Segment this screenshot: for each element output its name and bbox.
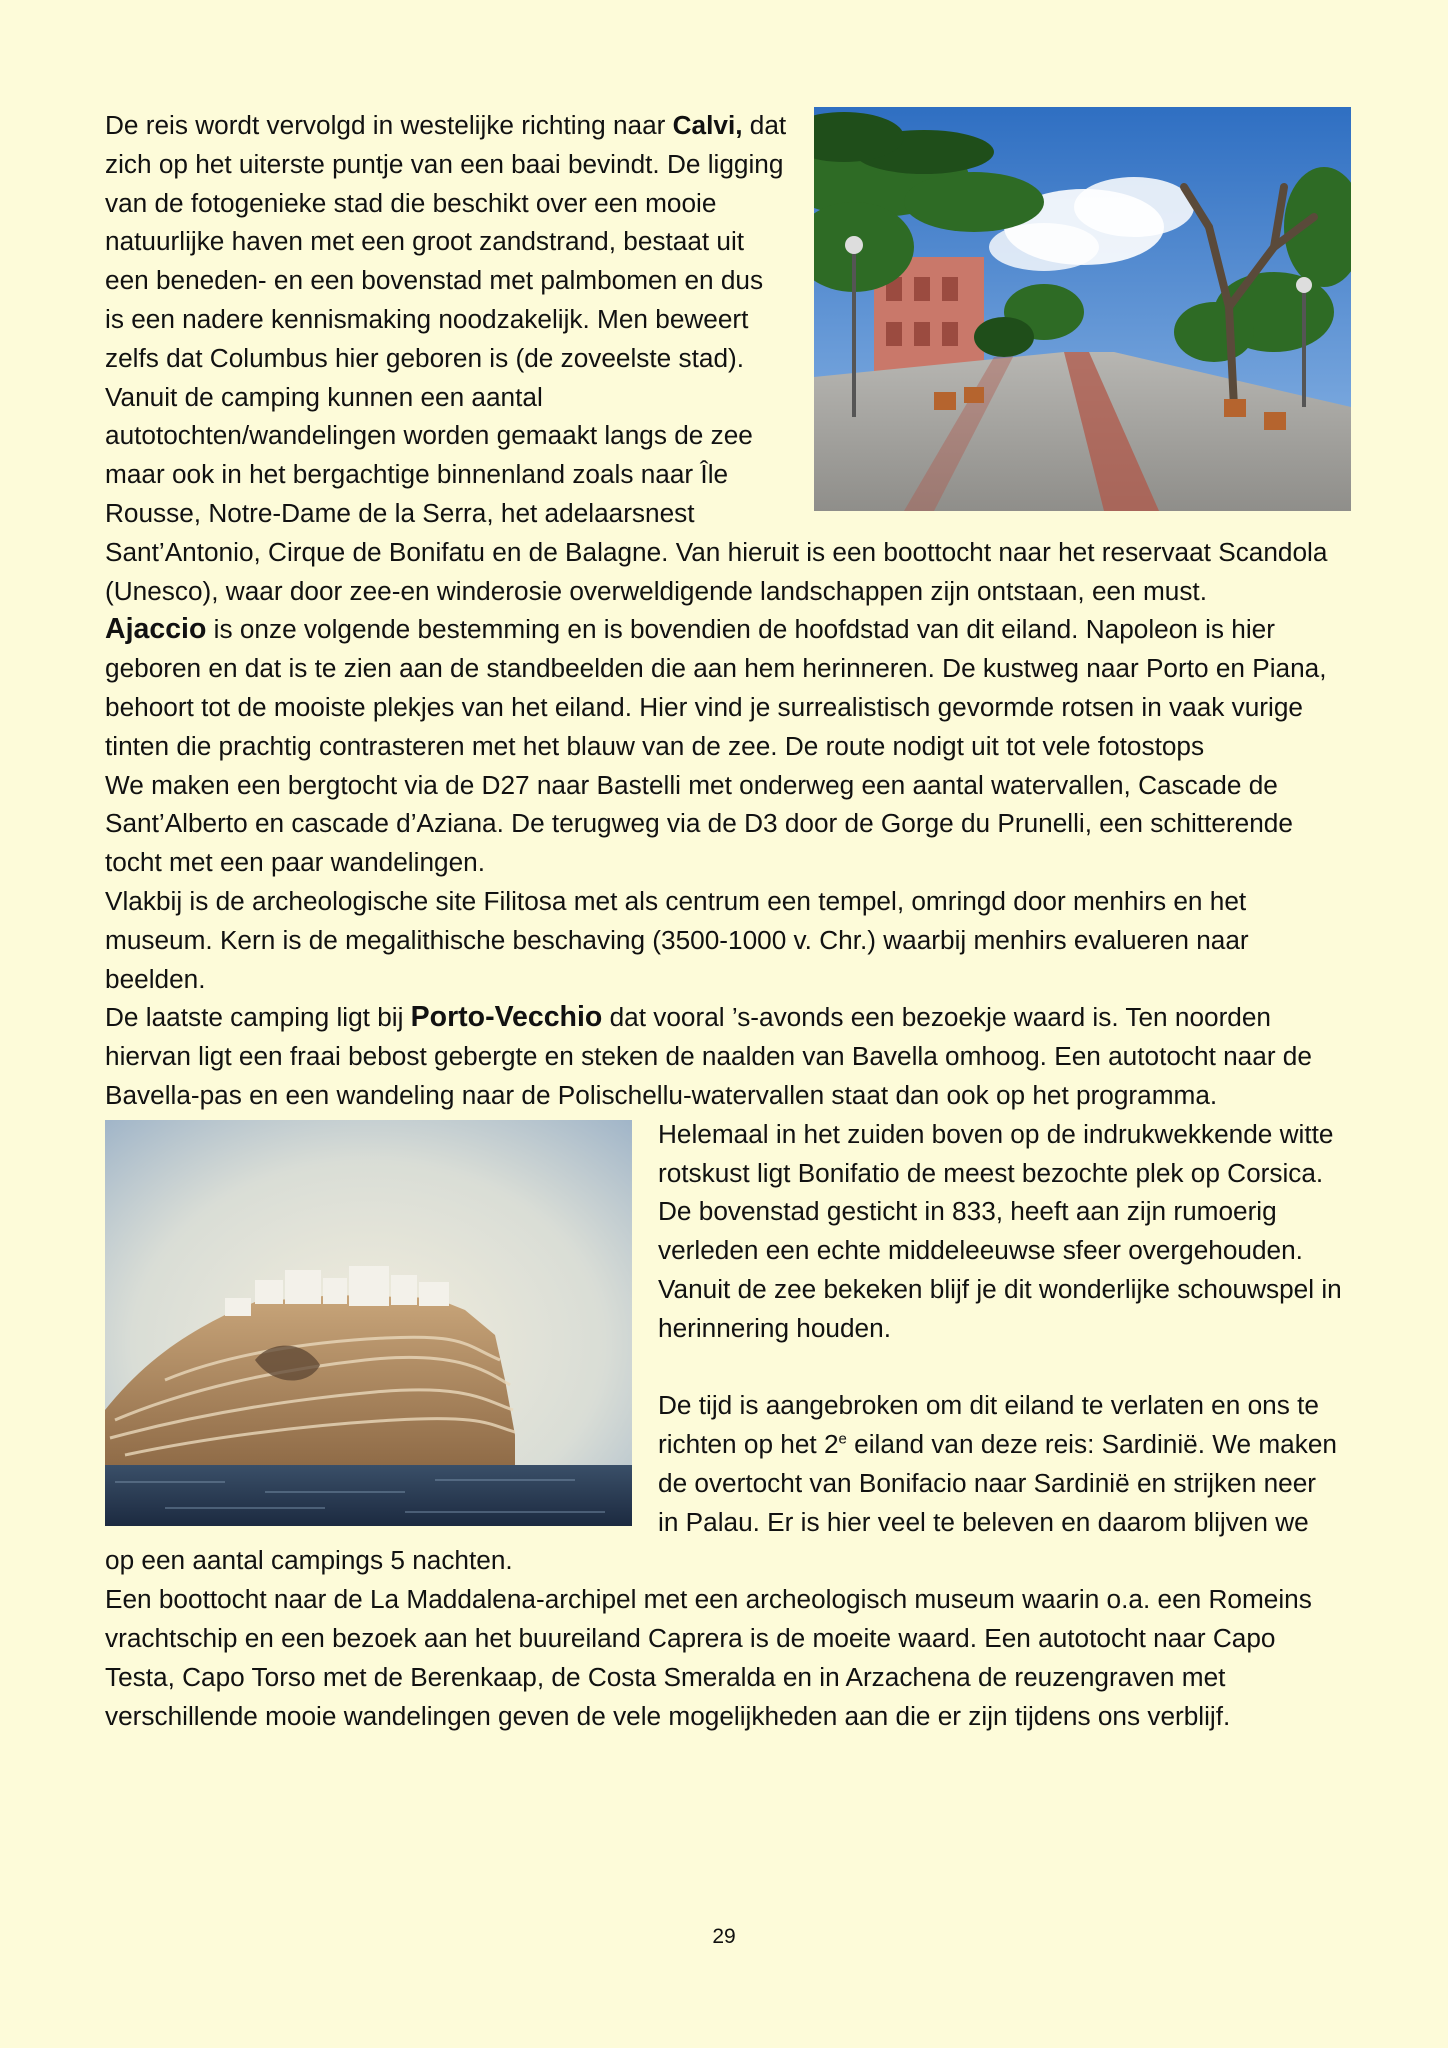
place-name-ajaccio: Ajaccio xyxy=(105,613,207,646)
calvi-intro: De reis wordt vervolgd in westelijke richting naar xyxy=(105,110,673,140)
ordinal-superscript: e xyxy=(838,1430,847,1448)
paragraph-ajaccio xyxy=(105,610,1343,765)
porto-text: dat vooral ’s-avonds een bezoekje waard is. Ten noorden hiervan ligt een fraai bebost gebergte en steken de naalden van Bavella omhoog. Een autotocht naar de Bavella-pas en een wandeling naar de Polischellu-watervallen staat dan ook op het programma. xyxy=(105,1002,1312,1110)
place-name-porto-vecchio: Porto-Vecchio xyxy=(410,1001,603,1034)
paragraph-bonifatio: Helemaal in het zuiden boven op de indrukwekkende witte rotskust ligt Bonifatio de meest bezochte plek op Corsica. De bovenstad gesticht in 833, heeft aan zijn rumoerig verleden een echte middeleeuwse sfeer overgehouden. Vanuit de zee bekeken blijf je dit wonderlijke schouwspel in herinnering houden. xyxy=(658,1118,1342,1343)
paragraph-filitosa: Vlakbij is de archeologische site Filitosa met als centrum een tempel, omringd door menhirs en het museum. Kern is de megalithische beschaving (3500-1000 v. Chr.) waarbij menhirs evalueren naar beelden. xyxy=(105,885,1249,994)
calvi-text: dat zich op het uiterste puntje van een baai bevindt. De ligging van de fotogenieke stad die beschikt over een mooie natuurlijke haven met een groot zandstrand, bestaat uit een beneden- en een bovenstad met palmbomen en dus is een nadere kennismaking noodzakelijk. Men beweert zelfs dat Columbus hier geboren is (de zoveelste stad). Vanuit de camping kunnen een aantal autotochten/wandelingen worden gemaakt langs de zee maar ook in het bergachtige binnenland zoals naar Île Rousse, Notre-Dame de la Serra, het adelaarsnest Sant’Antonio, Cirque de Bonifatu en de Balagne. Van hieruit is een boottocht naar het reservaat Scandola (Unesco), waar door zee-en winderosie overweldigende landschappen zijn ontstaan, een must. xyxy=(105,110,1328,606)
page-number: 29 xyxy=(712,1925,736,1948)
porto-intro: De laatste camping ligt bij xyxy=(105,1002,411,1033)
paragraph-calvi xyxy=(105,106,1343,610)
ajaccio-text: is onze volgende bestemming en is bovendien de hoofdstad van dit eiland. Napoleon is hier geboren en dat is te zien aan de standbeelden die aan hem herinneren. De kustweg naar Porto en Piana, behoort tot de mooiste plekjes van het eiland. Hier vind je surrealistisch gevormde rotsen in vaak vurige tinten die prachtig contrasteren met het blauw van de zee. De route nodigt uit tot vele fotostops xyxy=(105,614,1327,761)
photo-bonifacio-cliffs xyxy=(105,1120,632,1526)
body-text xyxy=(105,106,1343,1735)
promenade-photo-graphic xyxy=(814,107,1351,511)
place-name-calvi: Calvi, xyxy=(672,110,743,140)
sardinie-text: eiland van deze reis: Sardinië. We maken de overtocht van Bonifacio naar Sardinië en strijken neer in Palau. Er is hier veel te beleven en daarom blijven we op een aantal campings 5 nachten. xyxy=(105,1429,1337,1576)
paragraph-porto-vecchio xyxy=(105,998,1343,1114)
paragraph-bergtocht: We maken een bergtocht via de D27 naar Bastelli met onderweg een aantal watervallen, Cascade de Sant’Alberto en cascade d’Aziana. De terugweg via de D3 door de Gorge du Prunelli, een schitterende tocht met een paar wandelingen. xyxy=(105,769,1293,878)
cliff-photo-graphic xyxy=(105,1120,632,1526)
sardinie-intro: De tijd is aangebroken om dit eiland te verlaten en ons te richten op het 2 xyxy=(658,1390,1319,1460)
photo-calvi-promenade xyxy=(814,107,1351,511)
paragraph-maddalena: Een boottocht naar de La Maddalena-archipel met een archeologisch museum waarin o.a. een Romeins vrachtschip en een bezoek aan het buureiland Caprera is de moeite waard. Een autotocht naar Capo Testa, Capo Torso met de Berenkaap, de Costa Smeralda en in Arzachena de reuzengraven met verschillende mooie wandelingen geven de vele mogelijkheden aan die er zijn tijdens ons verblijf. xyxy=(105,1584,1312,1731)
